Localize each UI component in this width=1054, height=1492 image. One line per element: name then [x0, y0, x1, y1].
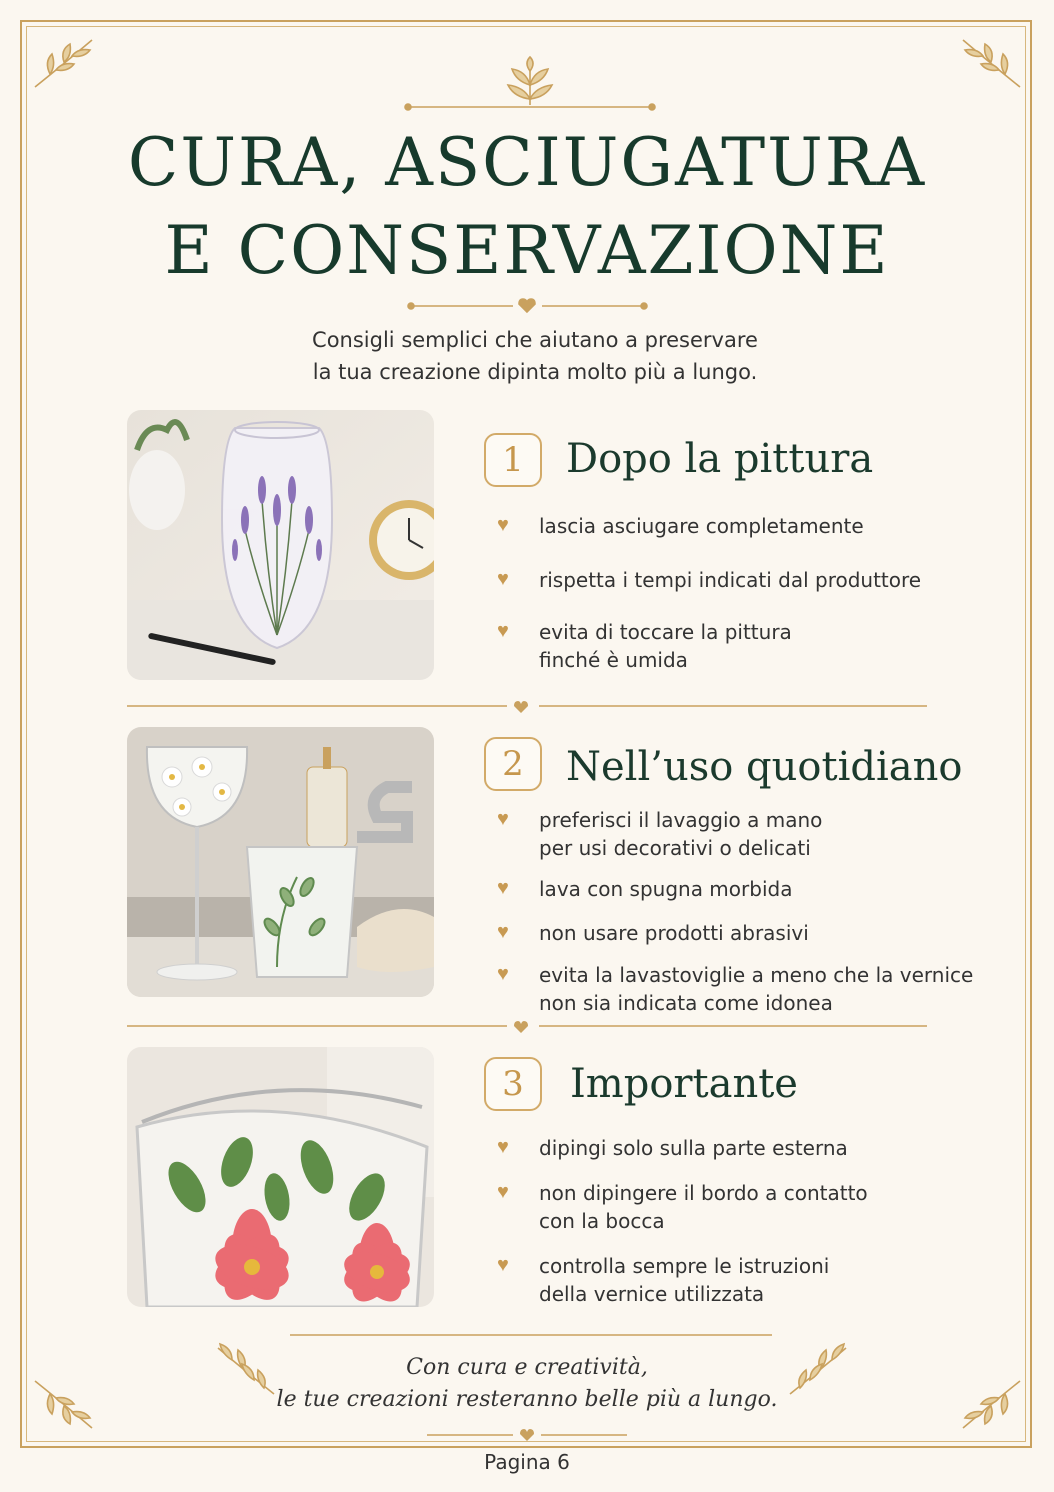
section-1-bullet-2: rispetta i tempi indicati dal produttore	[539, 568, 922, 592]
daisy-glasses-photo	[127, 727, 434, 997]
section-3-number: 3	[484, 1057, 542, 1111]
section-2-bullet-1: preferisci il lavaggio a mano per usi decorativi o delicati	[539, 808, 823, 860]
section-3-bullet-3: controlla sempre le istruzioni della vernice utilizzata	[539, 1254, 830, 1306]
footer-top-line	[290, 1330, 772, 1340]
section-2-bullet-2: lava con spugna morbida	[539, 877, 793, 901]
section-2-title: Nell’uso quotidiano	[566, 744, 963, 790]
heart-icon: ♥	[497, 1254, 509, 1276]
top-sprig-ornament	[400, 55, 660, 115]
corner-leaf-icon	[955, 32, 1025, 92]
corner-leaf-icon	[30, 32, 100, 92]
title-divider-ornament	[405, 296, 650, 316]
subtitle-line1: Consigli semplici che aiutano a preservare	[312, 328, 758, 352]
heart-icon: ♥	[497, 921, 509, 943]
page-title-line2: E CONSERVAZIONE	[164, 212, 890, 289]
heart-icon: ♥	[497, 568, 509, 590]
heart-icon: ♥	[497, 877, 509, 899]
section-3-bullet-2: non dipingere il bordo a contatto con la bocca	[539, 1181, 868, 1233]
lavender-glass-photo	[127, 410, 434, 680]
heart-icon: ♥	[497, 514, 509, 536]
footer-line1: Con cura e creatività,	[406, 1355, 648, 1380]
section-3-bullet-1: dipingi solo sulla parte esterna	[539, 1136, 848, 1160]
footer-line2: le tue creazioni resteranno belle più a lungo.	[276, 1387, 778, 1412]
page-number: Pagina 6	[484, 1450, 570, 1474]
footer-divider-ornament	[427, 1428, 627, 1442]
heart-icon: ♥	[497, 620, 509, 642]
page-title-line1: CURA, ASCIUGATURA	[127, 124, 927, 201]
section-1-bullet-1: lascia asciugare completamente	[539, 514, 864, 538]
section-3-title: Importante	[570, 1061, 798, 1107]
pink-flower-glass-photo	[127, 1047, 434, 1307]
subtitle-line2: la tua creazione dipinta molto più a lungo.	[312, 360, 758, 384]
heart-icon: ♥	[497, 1181, 509, 1203]
section-2-bullet-3: non usare prodotti abrasivi	[539, 921, 809, 945]
section-1-bullet-3: evita di toccare la pittura finché è umida	[539, 620, 792, 672]
heart-icon: ♥	[497, 963, 509, 985]
section-divider	[127, 696, 927, 716]
section-1-title: Dopo la pittura	[566, 436, 874, 482]
section-1-number: 1	[484, 433, 542, 487]
heart-icon: ♥	[497, 1136, 509, 1158]
section-2-number: 2	[484, 737, 542, 791]
section-divider	[127, 1016, 927, 1036]
heart-icon: ♥	[497, 808, 509, 830]
section-2-bullet-4: evita la lavastoviglie a meno che la vernice non sia indicata come idonea	[539, 963, 974, 1015]
